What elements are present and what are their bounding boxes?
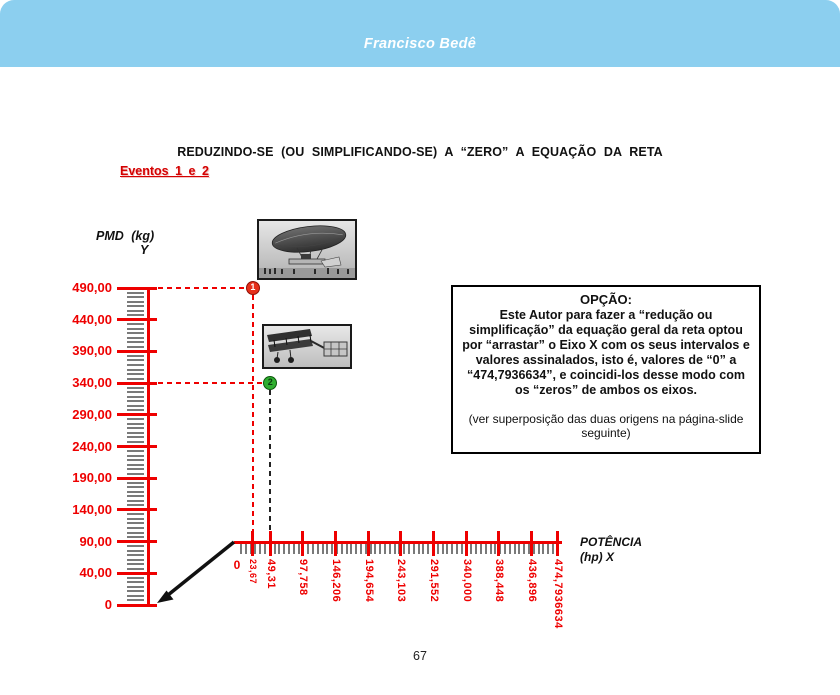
y-axis-minor-tick <box>127 436 144 438</box>
y-axis-minor-tick <box>127 391 144 393</box>
x-axis-major-tick <box>497 531 500 556</box>
x-axis-minor-tick <box>427 544 429 554</box>
x-axis-minor-tick <box>389 544 391 554</box>
x-axis-minor-tick <box>490 544 492 554</box>
x-axis-minor-tick <box>278 544 280 554</box>
author-name: Francisco Bedê <box>363 35 477 52</box>
x-axis-minor-tick <box>346 544 348 554</box>
x-axis-major-tick <box>301 531 304 556</box>
x-axis-major-tick <box>334 531 337 556</box>
biplane-photo <box>262 324 352 369</box>
leader-dash-vertical <box>252 295 254 531</box>
x-axis-minor-tick <box>408 544 410 554</box>
x-axis-tick-label: 23,67 <box>248 559 259 585</box>
x-axis-tick-label: 243,103 <box>395 559 408 603</box>
y-axis-minor-tick <box>127 364 144 366</box>
y-axis-major-tick <box>117 508 157 511</box>
x-axis-minor-tick <box>322 544 324 554</box>
y-axis-tick-label: 340,00 <box>72 375 112 391</box>
y-axis-letter: Y <box>140 243 149 257</box>
x-axis-minor-tick <box>259 544 261 554</box>
y-axis-tick-label: 240,00 <box>72 438 112 454</box>
x-axis-tick-label: 436,896 <box>525 559 538 603</box>
x-axis-minor-tick <box>533 544 535 554</box>
y-axis-minor-tick <box>127 328 144 330</box>
x-axis-tick-label: 97,758 <box>297 559 310 596</box>
y-axis-minor-tick <box>127 441 144 443</box>
x-axis-minor-tick <box>518 544 520 554</box>
airship-photo <box>257 219 357 280</box>
y-axis-tick-label: 290,00 <box>72 406 112 422</box>
x-axis-minor-tick <box>422 544 424 554</box>
y-axis-tick-label: 40,00 <box>79 565 112 581</box>
data-point: 2 <box>263 376 277 390</box>
x-axis-minor-tick <box>264 544 266 554</box>
option-heading: OPÇÃO: <box>580 292 632 307</box>
x-axis-minor-tick <box>547 544 549 554</box>
y-axis-minor-tick <box>127 292 144 294</box>
y-axis-minor-tick <box>127 405 144 407</box>
y-axis-minor-tick <box>127 427 144 429</box>
x-axis-minor-tick <box>355 544 357 554</box>
y-axis-minor-tick <box>127 369 144 371</box>
y-axis-minor-tick <box>127 355 144 357</box>
x-axis-minor-tick <box>403 544 405 554</box>
y-axis-minor-tick <box>127 341 144 343</box>
x-axis-tick-label: 388,448 <box>493 559 506 603</box>
y-axis-minor-tick <box>127 513 144 515</box>
x-axis-minor-tick <box>475 544 477 554</box>
x-axis-tick-label: 146,206 <box>330 559 343 603</box>
x-axis-tick-label: 474,7936634 <box>551 559 564 629</box>
x-axis-minor-tick <box>552 544 554 554</box>
x-axis-minor-tick <box>312 544 314 554</box>
data-point: 1 <box>246 281 260 295</box>
y-axis-tick-label: 440,00 <box>72 311 112 327</box>
x-axis-title: POTÊNCIA <box>580 535 643 549</box>
y-axis-minor-tick <box>127 359 144 361</box>
y-axis-minor-tick <box>127 305 144 307</box>
x-axis-tick-label: 194,654 <box>362 559 375 603</box>
y-axis-minor-tick <box>127 468 144 470</box>
y-axis-major-tick <box>117 382 157 385</box>
page-title: REDUZINDO-SE (OU SIMPLIFICANDO-SE) A “ZERO” A EQUAÇÃO DA RETA <box>177 145 663 159</box>
biplane-illustration <box>264 326 350 367</box>
x-axis-major-tick <box>269 531 272 556</box>
y-axis-major-tick <box>117 413 157 416</box>
y-axis-minor-tick <box>127 486 144 488</box>
y-axis-minor-tick <box>127 504 144 506</box>
y-axis-major-tick <box>117 477 157 480</box>
x-axis-tick-label: 340,000 <box>460 559 473 603</box>
y-axis-minor-tick <box>127 455 144 457</box>
y-axis-major-tick <box>117 350 157 353</box>
y-axis-major-tick <box>117 318 157 321</box>
y-axis-minor-tick <box>127 491 144 493</box>
option-text-box <box>451 285 761 454</box>
y-axis-minor-tick <box>127 346 144 348</box>
x-axis-minor-tick <box>514 544 516 554</box>
y-axis-major-tick <box>117 445 157 448</box>
y-axis-minor-tick <box>127 301 144 303</box>
x-axis-minor-tick <box>504 544 506 554</box>
x-axis-minor-tick <box>394 544 396 554</box>
y-axis-minor-tick <box>127 432 144 434</box>
y-axis-minor-tick <box>127 423 144 425</box>
y-axis-tick-label: 490,00 <box>72 280 112 295</box>
y-axis-minor-tick <box>127 482 144 484</box>
y-axis-minor-tick <box>127 337 144 339</box>
x-axis-major-tick <box>556 531 559 556</box>
x-axis-minor-tick <box>451 544 453 554</box>
x-axis-minor-tick <box>413 544 415 554</box>
x-axis-minor-tick <box>538 544 540 554</box>
x-axis-tick-label: 49,31 <box>264 559 277 590</box>
y-axis-minor-tick <box>127 459 144 461</box>
y-axis-minor-tick <box>127 310 144 312</box>
option-body: Este Autor para fazer a “redução ou simplificação” da equação geral da reta optou por “arrastar” o Eixo X com os seus intervalos e valores assinalados, isto é, valores de “0” a “474,7936634”, e coincidi-los desse modo com os “zeros” de ambos os eixos. <box>462 308 750 397</box>
y-axis-tick-label: 90,00 <box>79 533 112 549</box>
events-link[interactable]: Eventos 1 e 2 <box>120 164 209 178</box>
x-axis-minor-tick <box>442 544 444 554</box>
x-axis-minor-tick <box>283 544 285 554</box>
y-axis-minor-tick <box>127 409 144 411</box>
y-axis-minor-tick <box>127 373 144 375</box>
origin-arrow-icon <box>140 525 250 610</box>
x-axis-minor-tick <box>437 544 439 554</box>
x-axis-minor-tick <box>341 544 343 554</box>
y-axis-minor-tick <box>127 400 144 402</box>
x-axis-minor-tick <box>494 544 496 554</box>
y-axis-minor-tick <box>127 418 144 420</box>
y-axis-minor-tick <box>127 464 144 466</box>
page-number: 67 <box>413 649 427 663</box>
x-axis-minor-tick <box>461 544 463 554</box>
x-axis-major-tick <box>432 531 435 556</box>
x-axis-minor-tick <box>509 544 511 554</box>
y-axis-tick-label: 0 <box>104 597 112 612</box>
x-axis-minor-tick <box>326 544 328 554</box>
x-axis-tick-label: 0 <box>233 558 241 572</box>
y-axis-major-tick <box>117 287 157 290</box>
y-axis-minor-tick <box>127 332 144 334</box>
x-axis-minor-tick <box>350 544 352 554</box>
x-axis-minor-tick <box>446 544 448 554</box>
y-axis-minor-tick <box>127 500 144 502</box>
x-axis-minor-tick <box>470 544 472 554</box>
leader-dash-vertical <box>269 390 271 531</box>
y-axis-minor-tick <box>127 314 144 316</box>
x-axis-minor-tick <box>317 544 319 554</box>
option-note: (ver superposição das duas origens na página-slide seguinte) <box>468 412 744 441</box>
x-axis-minor-tick <box>254 544 256 554</box>
y-axis-tick-label: 190,00 <box>72 470 112 486</box>
y-axis-minor-tick <box>127 396 144 398</box>
x-axis-minor-tick <box>274 544 276 554</box>
x-axis-minor-tick <box>456 544 458 554</box>
x-axis-minor-tick <box>480 544 482 554</box>
x-axis-minor-tick <box>288 544 290 554</box>
leader-dash-horizontal <box>158 382 263 384</box>
x-axis-minor-tick <box>293 544 295 554</box>
y-axis-title: PMD (kg) <box>96 229 155 243</box>
x-axis-minor-tick <box>360 544 362 554</box>
x-axis-minor-tick <box>298 544 300 554</box>
y-axis-minor-tick <box>127 296 144 298</box>
x-axis-minor-tick <box>418 544 420 554</box>
x-axis-subtitle: (hp) X <box>580 550 614 564</box>
x-axis-major-tick <box>465 531 468 556</box>
x-axis-tick-label: 291,552 <box>427 559 440 603</box>
x-axis-minor-tick <box>523 544 525 554</box>
x-axis-major-tick <box>399 531 402 556</box>
x-axis-minor-tick <box>370 544 372 554</box>
airship-illustration <box>259 221 355 278</box>
x-axis-minor-tick <box>542 544 544 554</box>
y-axis-tick-label: 140,00 <box>72 501 112 517</box>
x-axis-minor-tick <box>384 544 386 554</box>
x-axis-minor-tick <box>485 544 487 554</box>
y-axis-tick-label: 390,00 <box>72 343 112 359</box>
y-axis-minor-tick <box>127 323 144 325</box>
leader-dash-horizontal <box>158 287 246 289</box>
y-axis-minor-tick <box>127 450 144 452</box>
x-axis-minor-tick <box>374 544 376 554</box>
y-axis-minor-tick <box>127 473 144 475</box>
x-axis-minor-tick <box>379 544 381 554</box>
x-axis-major-tick <box>367 531 370 556</box>
x-axis-major-tick <box>251 531 254 556</box>
y-axis-minor-tick <box>127 387 144 389</box>
x-axis-major-tick <box>530 531 533 556</box>
y-axis-minor-tick <box>127 495 144 497</box>
y-axis-minor-tick <box>127 378 144 380</box>
y-axis-minor-tick <box>127 518 144 520</box>
x-axis-minor-tick <box>307 544 309 554</box>
x-axis-minor-tick <box>331 544 333 554</box>
